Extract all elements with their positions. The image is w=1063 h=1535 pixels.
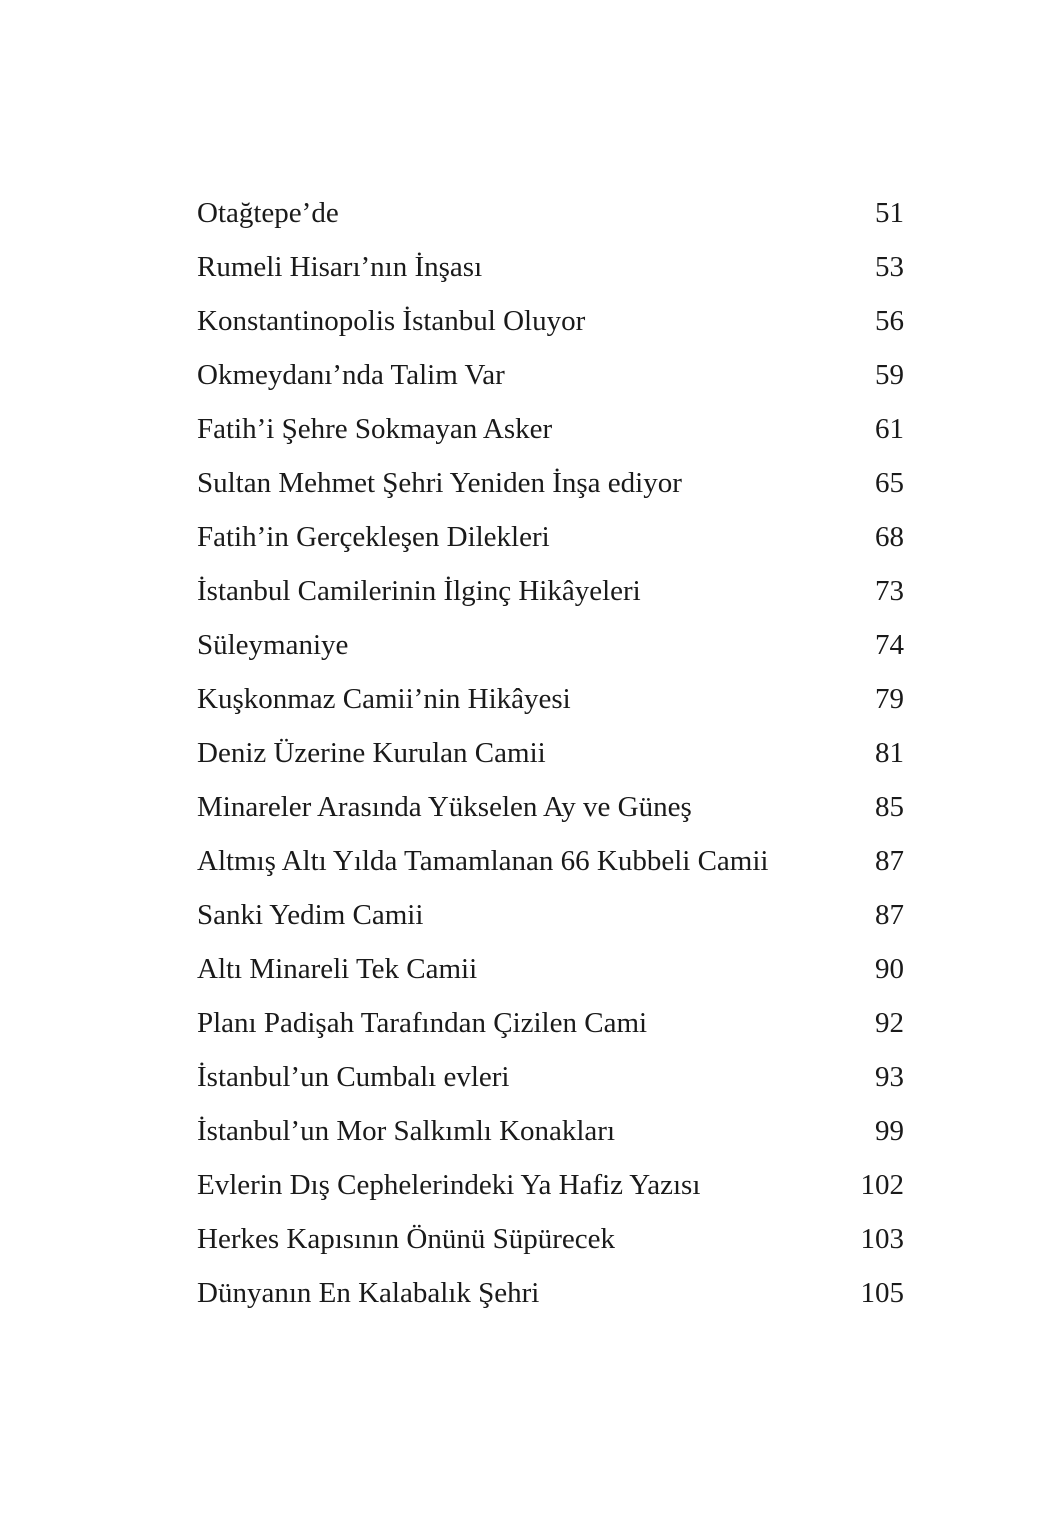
toc-entry-title: Otağtepe’de [197, 197, 339, 229]
toc-entry-page: 68 [875, 521, 904, 553]
toc-entry [197, 1050, 904, 1104]
table-of-contents [197, 186, 904, 1320]
toc-entry-page: 99 [875, 1115, 904, 1147]
toc-entry-page: 53 [875, 251, 904, 283]
toc-entry-page: 81 [875, 737, 904, 769]
toc-entry-page: 92 [875, 1007, 904, 1039]
toc-entry-page: 74 [875, 629, 904, 661]
toc-entry-title: Fatih’in Gerçekleşen Dilekleri [197, 521, 550, 553]
toc-entry-title: Okmeydanı’nda Talim Var [197, 359, 505, 391]
toc-entry-title: Sanki Yedim Camii [197, 899, 424, 931]
toc-entry-page: 61 [875, 413, 904, 445]
toc-entry-page: 85 [875, 791, 904, 823]
toc-entry-page: 79 [875, 683, 904, 715]
toc-entry-title: Fatih’i Şehre Sokmayan Asker [197, 413, 553, 445]
toc-entry-title: İstanbul’un Mor Salkımlı Konakları [197, 1115, 616, 1147]
toc-entry-page: 105 [860, 1277, 904, 1309]
toc-entry-title: Altmış Altı Yılda Tamamlanan 66 Kubbeli Camii [197, 845, 769, 877]
toc-entry [197, 888, 904, 942]
toc-entry [197, 456, 904, 510]
toc-entry-title: Süleymaniye [197, 629, 349, 661]
toc-entry-page: 65 [875, 467, 904, 499]
toc-entry [197, 672, 904, 726]
toc-entry-title: Evlerin Dış Cephelerindeki Ya Hafiz Yazısı [197, 1169, 701, 1201]
toc-entry-page: 93 [875, 1061, 904, 1093]
toc-entry-title: Rumeli Hisarı’nın İnşası [197, 251, 483, 283]
toc-entry-page: 87 [875, 899, 904, 931]
toc-entry [197, 1158, 904, 1212]
toc-entry [197, 402, 904, 456]
toc-entry-title: Deniz Üzerine Kurulan Camii [197, 737, 546, 769]
toc-entry-page: 59 [875, 359, 904, 391]
toc-entry [197, 834, 904, 888]
toc-entry [197, 726, 904, 780]
toc-entry [197, 996, 904, 1050]
toc-entry-title: İstanbul’un Cumbalı evleri [197, 1061, 510, 1093]
toc-entry [197, 1266, 904, 1320]
toc-entry-page: 73 [875, 575, 904, 607]
toc-entry [197, 618, 904, 672]
toc-entry [197, 348, 904, 402]
toc-entry-title: Kuşkonmaz Camii’nin Hikâyesi [197, 683, 571, 715]
toc-entry-title: Minareler Arasında Yükselen Ay ve Güneş [197, 791, 692, 823]
toc-entry-page: 51 [875, 197, 904, 229]
toc-entry-title: Herkes Kapısının Önünü Süpürecek [197, 1223, 615, 1255]
toc-entry [197, 564, 904, 618]
toc-entry-title: Konstantinopolis İstanbul Oluyor [197, 305, 586, 337]
toc-entry-title: Dünyanın En Kalabalık Şehri [197, 1277, 540, 1309]
toc-entry [197, 294, 904, 348]
toc-entry-title: İstanbul Camilerinin İlginç Hikâyeleri [197, 575, 641, 607]
toc-entry [197, 240, 904, 294]
toc-entry [197, 942, 904, 996]
toc-entry-page: 103 [860, 1223, 904, 1255]
toc-entry [197, 780, 904, 834]
toc-entry [197, 1104, 904, 1158]
toc-entry-title: Planı Padişah Tarafından Çizilen Cami [197, 1007, 648, 1039]
toc-entry-page: 102 [860, 1169, 904, 1201]
toc-entry-page: 87 [875, 845, 904, 877]
toc-entry [197, 186, 904, 240]
toc-entry-title: Altı Minareli Tek Camii [197, 953, 478, 985]
toc-entry-page: 56 [875, 305, 904, 337]
toc-entry-page: 90 [875, 953, 904, 985]
toc-entry [197, 510, 904, 564]
toc-entry [197, 1212, 904, 1266]
toc-entry-title: Sultan Mehmet Şehri Yeniden İnşa ediyor [197, 467, 682, 499]
